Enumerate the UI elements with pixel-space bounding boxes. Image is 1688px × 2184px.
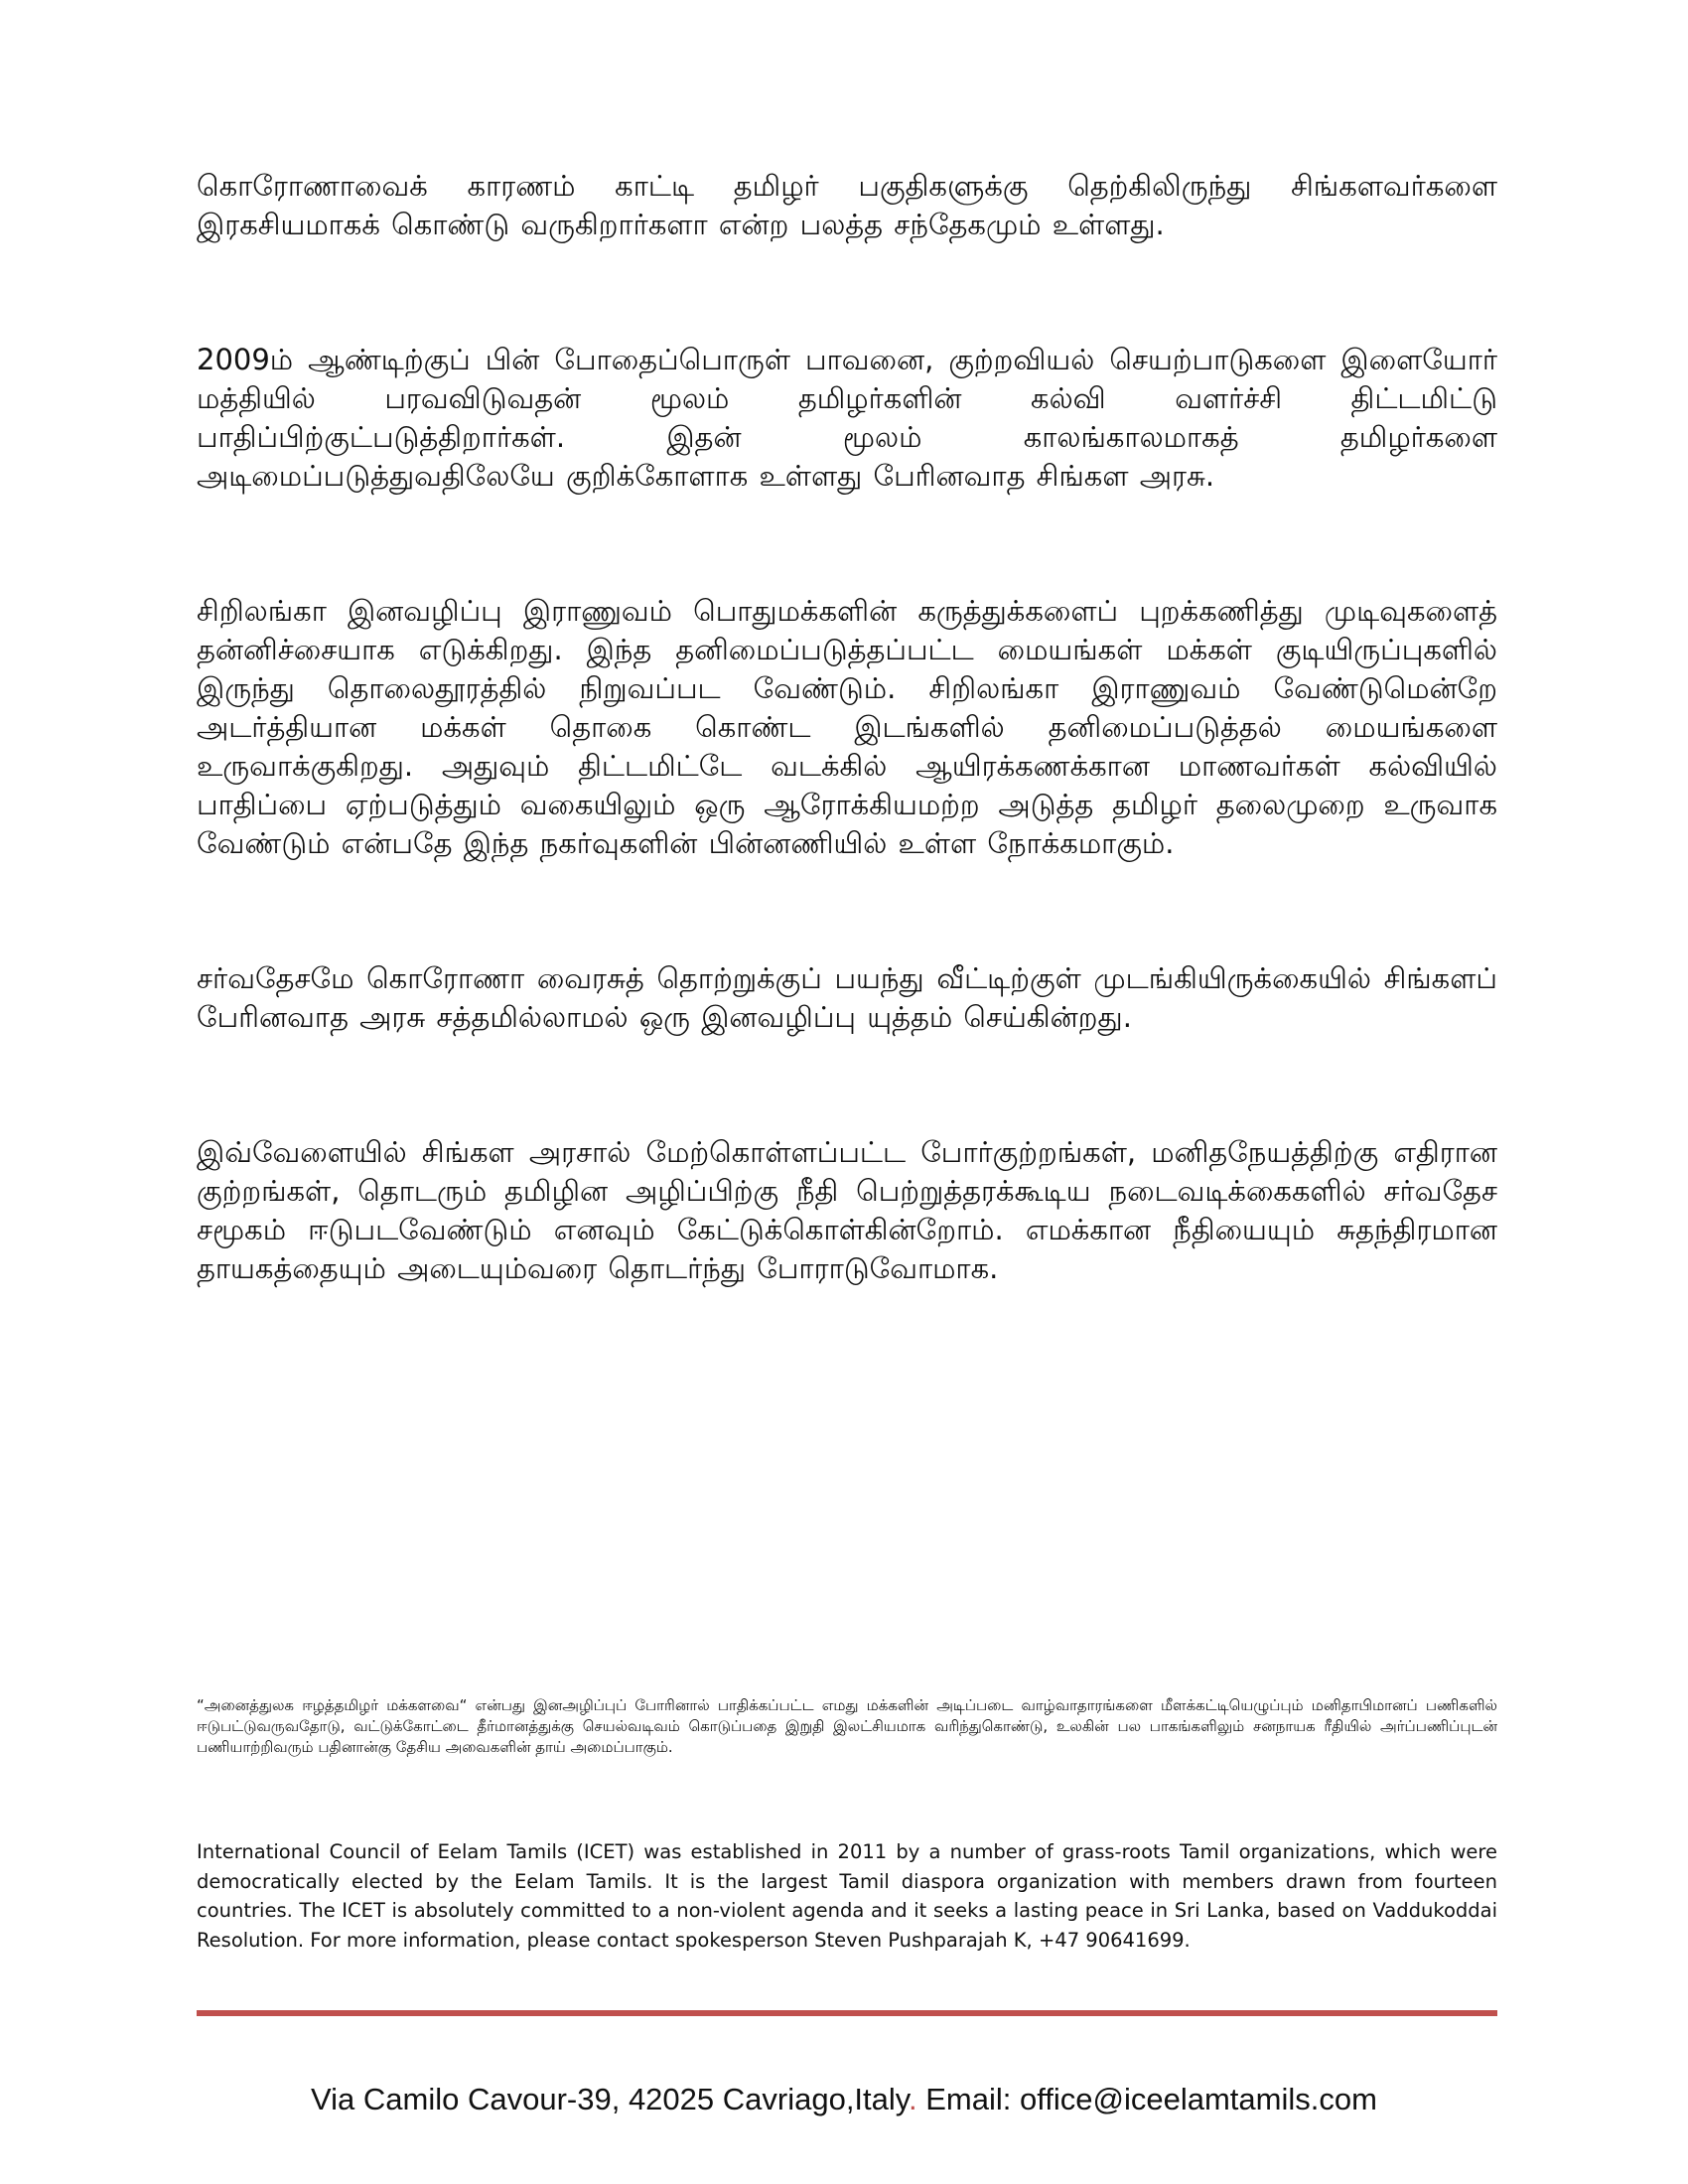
footer-divider xyxy=(197,2010,1497,2016)
paragraph-drugs-education: 2009ம் ஆண்டிற்குப் பின் போதைப்பொருள் பாவனை, குற்றவியல் செயற்பாடுகளை இளையோர் மத்தியில் பரவவிடுவதன் மூலம் தமிழர்களின் கல்வி வளர்ச்சி திட்டமிட்டு பாதிப்பிற்குட்படுத்திறார்கள். இதன் மூலம் காலங்காலமாகத் தமிழர்களை அடிமைப்படுத்துவதிலேயே குறிக்கோளாக உள்ளது பேரினவாத சிங்கள அரசு. xyxy=(197,343,1497,493)
footer-separator-dot: . xyxy=(909,2082,917,2116)
footnote-english: International Council of Eelam Tamils (ICET) was established in 2011 by a number of grass-roots Tamil organizations, which were democratically elected by the Eelam Tamils. It is the largest Tamil diaspora organization with members drawn from fourteen countries. The ICET is absolutely committed to a non-violent agenda and it seeks a lasting peace in Sri Lanka, based on Vaddukoddai Resolution. For more information, please contact spokesperson Steven Pushparajah K, +47 90641699. xyxy=(197,1840,1497,1952)
letter-body xyxy=(197,167,1497,1288)
footer-email[interactable]: Email: office@iceelamtamils.com xyxy=(916,2082,1377,2116)
paragraph-silent-genocide: சர்வதேசமே கொரோணா வைரசுத் தொற்றுக்குப் பயந்து வீட்டிற்குள் முடங்கியிருக்கையில் சிங்களப் பேரினவாத அரசு சத்தமில்லாமல் ஒரு இனவழிப்பு யுத்தம் செய்கின்றது. xyxy=(197,961,1497,1034)
paragraph-appeal-for-justice: இவ்வேளையில் சிங்கள அரசால் மேற்கொள்ளப்பட்ட போர்குற்றங்கள், மனிதநேயத்திற்கு எதிரான குற்றங்கள், தொடரும் தமிழின அழிப்பிற்கு நீதி பெற்றுத்தரக்கூடிய நடைவடிக்கைகளில் சர்வதேச சமூகம் ஈடுபடவேண்டும் எனவும் கேட்டுக்கொள்கின்றோம். எமக்கான நீதியையும் சுதந்திரமான தாயகத்தையும் அடையும்வரை தொடர்ந்து போராடுவோமாக. xyxy=(197,1135,1497,1285)
footer-contact xyxy=(0,2080,1688,2119)
paragraph-corona-settlers: கொரோணாவைக் காரணம் காட்டி தமிழர் பகுதிகளுக்கு தெற்கிலிருந்து சிங்களவர்களை இரகசியமாகக் கொண்டு வருகிறார்களா என்ற பலத்த சந்தேகமும் உள்ளது. xyxy=(197,169,1497,241)
footnote-tamil: “அனைத்துலக ஈழத்தமிழர் மக்களவை“ என்பது இனஅழிப்புப் போரினால் பாதிக்கப்பட்ட எமது மக்களின் அடிப்படை வாழ்வாதாரங்களை மீளக்கட்டியெழுப்பும் மனிதாபிமானப் பணிகளில் ஈடுபட்டுவருவதோடு, வட்டுக்கோட்டை தீர்மானத்துக்கு செயல்வடிவம் கொடுப்பதை இறுதி இலட்சியமாக வரிந்துகொண்டு, உலகின் பல பாகங்களிலும் சனநாயக ரீதியில் அர்ப்பணிப்புடன் பணியாற்றிவரும் பதினான்கு தேசிய அவைகளின் தாய் அமைப்பாகும். xyxy=(197,1696,1497,1756)
paragraph-quarantine-centres: சிறிலங்கா இனவழிப்பு இராணுவம் பொதுமக்களின் கருத்துக்களைப் புறக்கணித்து முடிவுகளைத் தன்னிச்சையாக எடுக்கிறது. இந்த தனிமைப்படுத்தப்பட்ட மையங்கள் மக்கள் குடியிருப்புகளில் இருந்து தொலைதூரத்தில் நிறுவப்பட வேண்டும். சிறிலங்கா இராணுவம் வேண்டுமென்றே அடர்த்தியான மக்கள் தொகை கொண்ட இடங்களில் தனிமைப்படுத்தல் மையங்களை உருவாக்குகிறது. அதுவும் திட்டமிட்டே வடக்கில் ஆயிரக்கணக்கான மாணவர்கள் கல்வியில் பாதிப்பை ஏற்படுத்தும் வகையிலும் ஒரு ஆரோக்கியமற்ற அடுத்த தமிழர் தலைமுறை உருவாக வேண்டும் என்பதே இந்த நகர்வுகளின் பின்னணியில் உள்ள நோக்கமாகும். xyxy=(197,594,1497,860)
footer-address: Via Camilo Cavour-39, 42025 Cavriago,Italy xyxy=(311,2082,909,2116)
